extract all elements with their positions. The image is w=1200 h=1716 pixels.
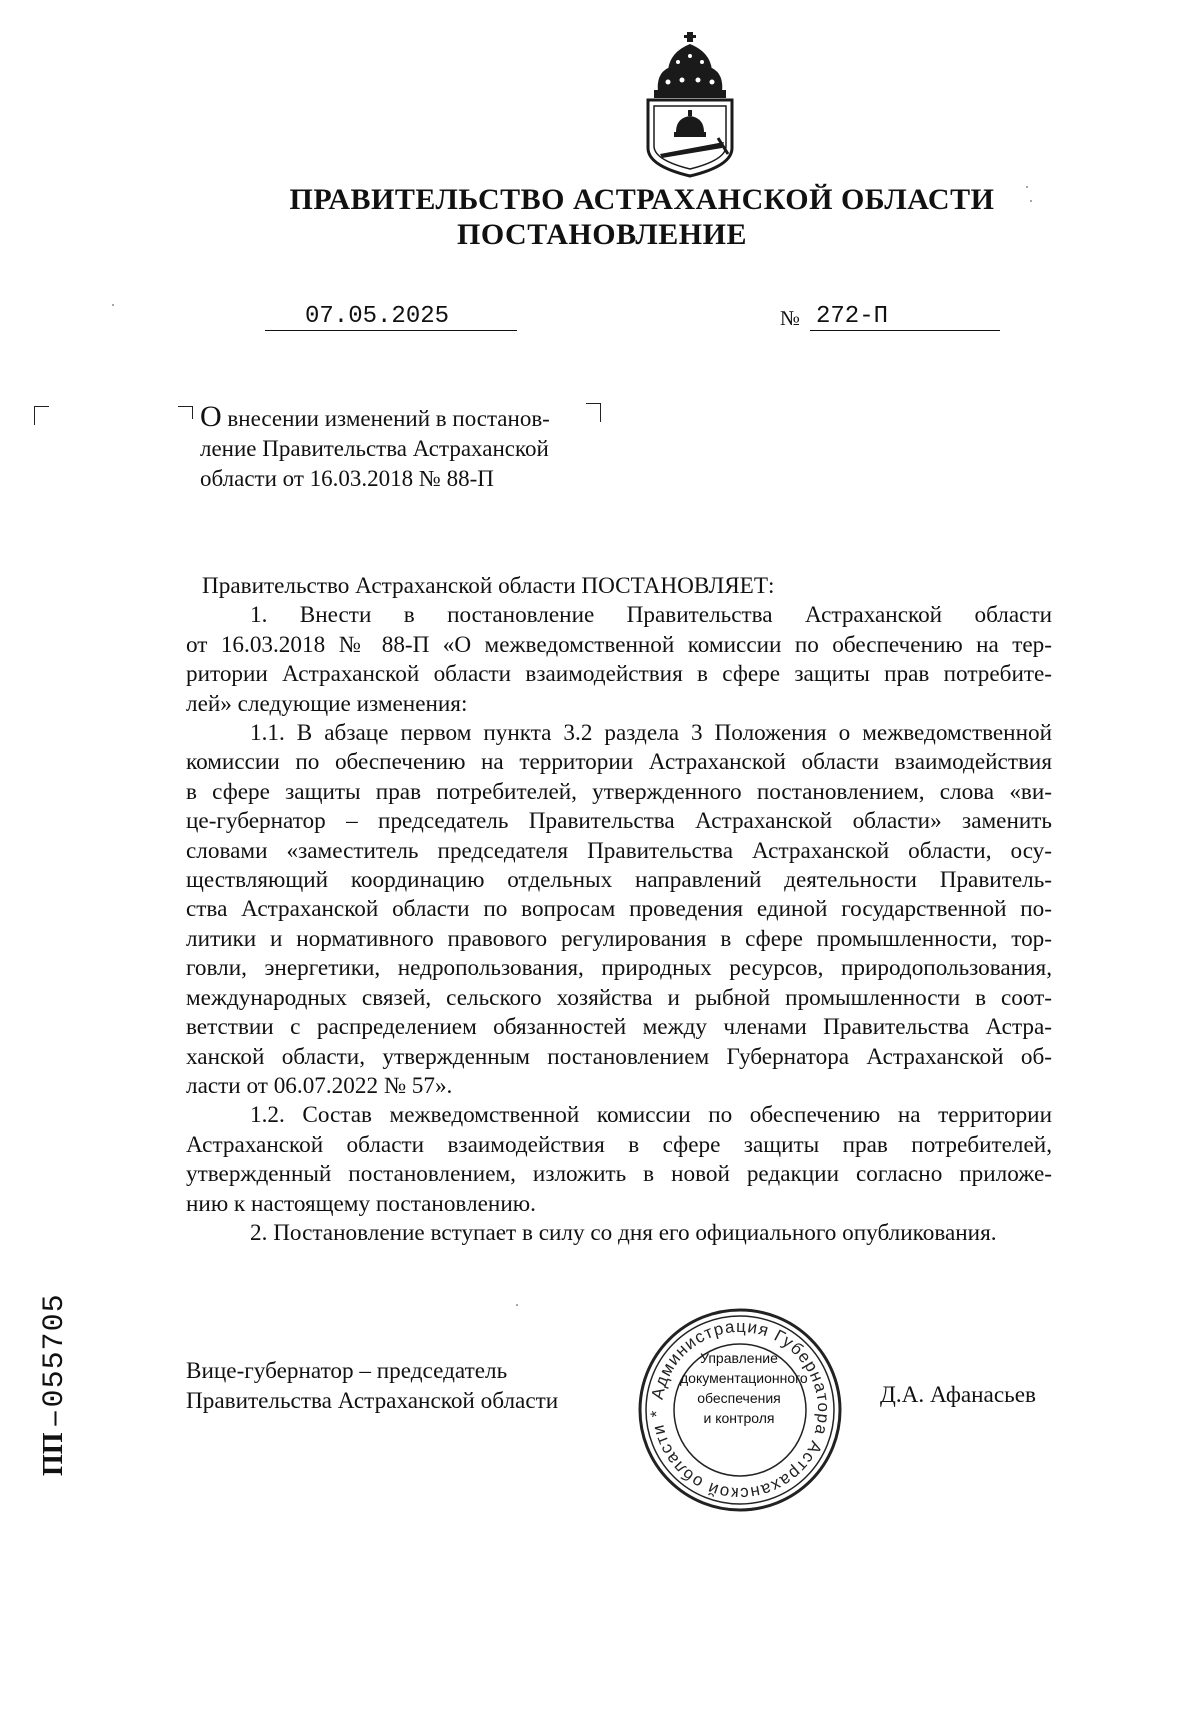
body-line: словами «заместитель председателя Правительства Астраханской области, осу-	[186, 837, 1052, 864]
body-line: 1.1. В абзаце первом пункта 3.2 раздела 3 Положения о межведомственной	[250, 720, 1052, 747]
scan-speck	[1030, 200, 1032, 202]
corner-mark-left	[34, 406, 49, 425]
body-line: лей» следующие изменения:	[186, 690, 468, 717]
body-line: говли, энергетики, недропользования, природных ресурсов, природопользования,	[186, 955, 1052, 982]
signer-name: Д.А. Афанасьев	[880, 1382, 1036, 1408]
document-body	[186, 572, 1052, 1248]
document-date: 07.05.2025	[305, 303, 450, 330]
body-line: ществляющий координацию отдельных направлений деятельности Правитель-	[186, 867, 1052, 894]
scan-speck	[112, 304, 114, 306]
subject-line: ление Правительства Астраханской	[200, 436, 549, 461]
corner-mark-mid	[178, 406, 193, 419]
body-line: 1.2. Состав межведомственной комиссии по обеспечению на территории	[250, 1102, 1052, 1129]
body-line: утвержденный постановлением, изложить в новой редакции согласно приложе-	[186, 1161, 1052, 1188]
body-line: це-губернатор – председатель Правительства Астраханской области» заменить	[186, 808, 1052, 835]
body-line: в сфере защиты прав потребителей, утвержденного постановлением, слова «ви-	[186, 778, 1052, 805]
body-line: литики и нормативного правового регулирования в сфере промышленности, тор-	[186, 925, 1052, 952]
preamble: Правительство Астраханской области ПОСТАНОВЛЯЕТ:	[202, 573, 775, 599]
body-line: 1. Внести в постановление Правительства Астраханской области	[250, 602, 1052, 629]
subject-line: О внесении изменений в постанов-	[200, 400, 550, 433]
document-title: ПРАВИТЕЛЬСТВО АСТРАХАНСКОЙ ОБЛАСТИ	[289, 183, 995, 216]
scan-speck	[1026, 186, 1028, 188]
body-line: Астраханской области взаимодействия в сфере защиты прав потребителей,	[186, 1131, 1052, 1158]
body-line: ханской области, утвержденным постановлением Губернатора Астраханской об-	[186, 1043, 1052, 1070]
body-line: международных связей, сельского хозяйства и рыбной промышленности в соот-	[186, 984, 1052, 1011]
stamp-inner-text: Управление документационного обеспечения и контроля	[680, 1350, 808, 1426]
coat-of-arms-icon	[638, 30, 742, 178]
form-serial-number: ПП – 055705	[38, 1293, 72, 1476]
document-subject	[200, 400, 590, 494]
number-field	[810, 300, 1000, 331]
body-line: ства Астраханской области по вопросам проведения единой государственной по-	[186, 896, 1052, 923]
date-field	[265, 300, 517, 331]
document-number: 272-П	[816, 303, 889, 330]
body-line: ветствии с распределением обязанностей между членами Правительства Астра-	[186, 1014, 1052, 1041]
document-type: ПОСТАНОВЛЕНИЕ	[457, 218, 747, 251]
body-line: нию к настоящему постановлению.	[186, 1190, 536, 1217]
body-line: 2. Постановление вступает в силу со дня его официального опубликования.	[250, 1219, 997, 1246]
scan-speck	[516, 1304, 518, 1306]
number-label: №	[780, 306, 801, 330]
body-line: ласти от 06.07.2022 № 57».	[186, 1072, 453, 1099]
signer-position: Вице-губернатор – председатель Правительства Астраханской области	[186, 1358, 559, 1414]
body-line: ритории Астраханской области взаимодействия в сфере защиты прав потребите-	[186, 661, 1052, 688]
stamp-ring-text: Администрация Губернатора Астраханской области *	[646, 1316, 834, 1504]
subject-line: области от 16.03.2018 № 88-П	[200, 466, 494, 491]
body-line: комиссии по обеспечению на территории Астраханской области взаимодействия	[186, 749, 1052, 776]
body-line: от 16.03.2018 № 88-П «О межведомственной комиссии по обеспечению на тер-	[186, 631, 1052, 658]
